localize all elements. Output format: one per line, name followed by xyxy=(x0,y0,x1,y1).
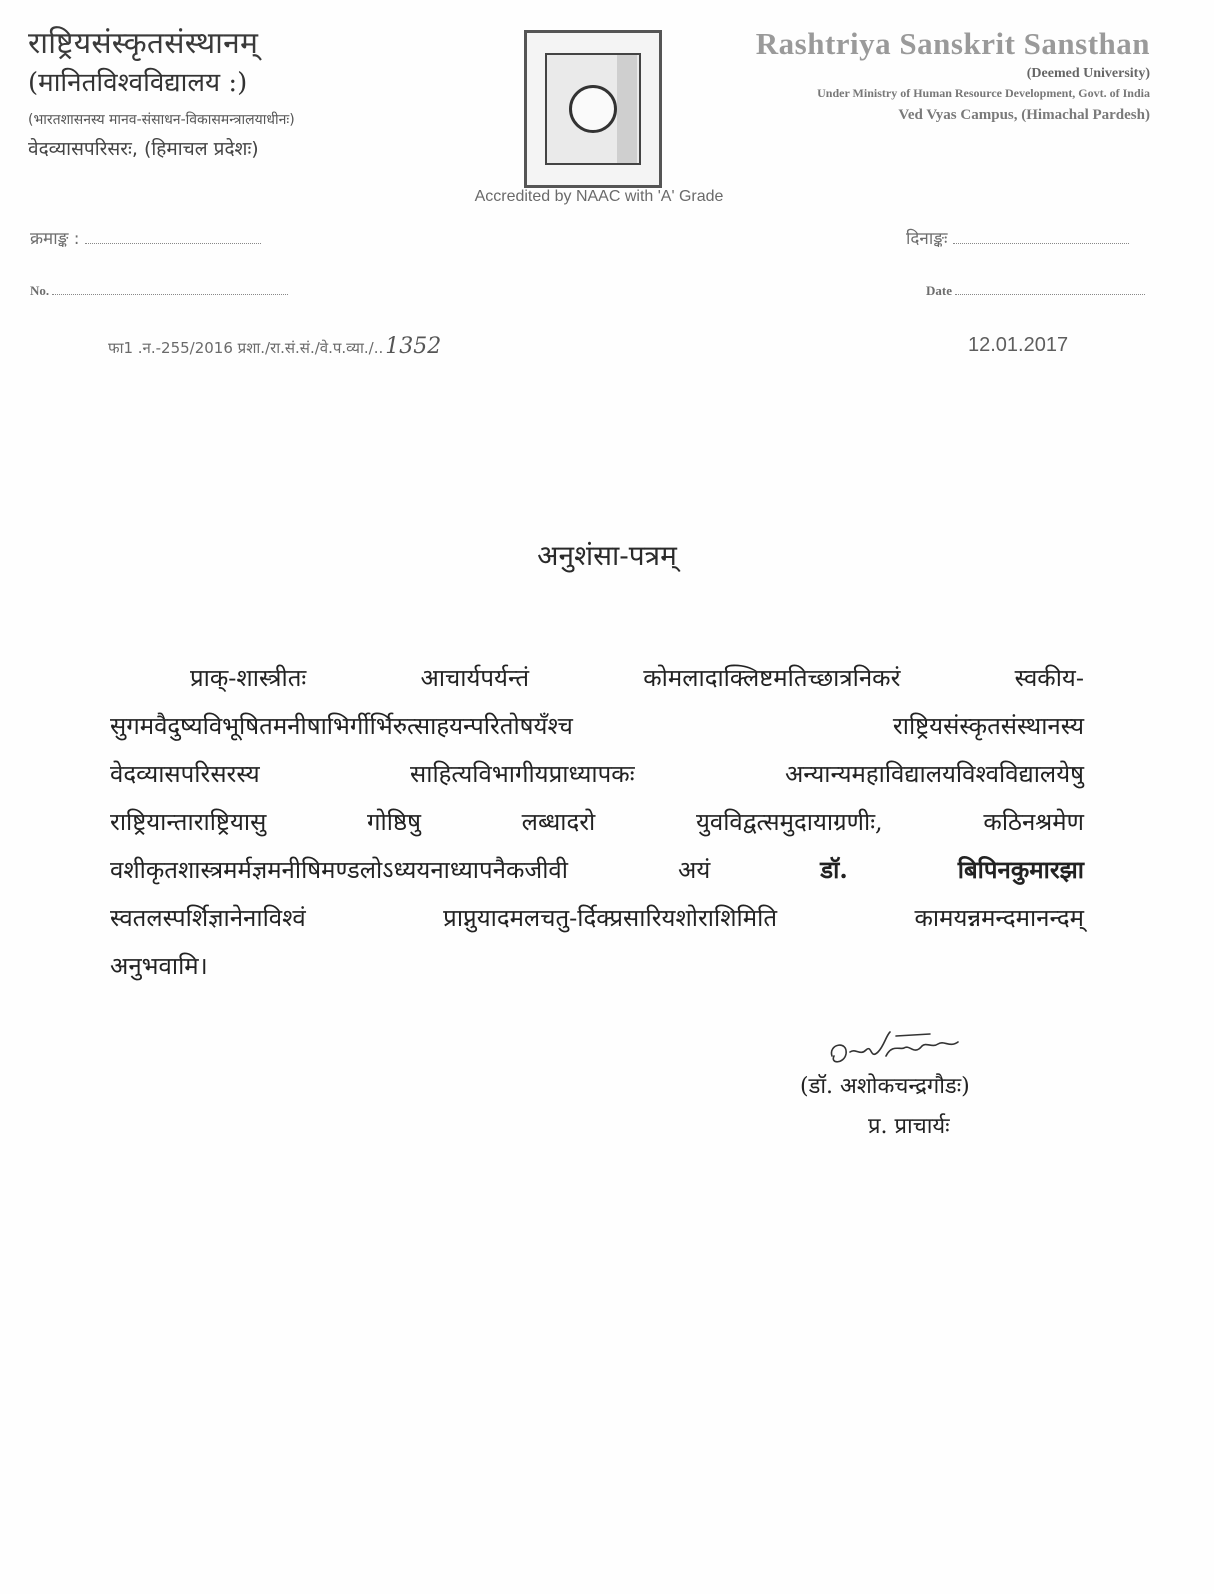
institute-status-english: (Deemed University) xyxy=(1026,66,1150,81)
logo-emblem-icon xyxy=(569,85,617,133)
logo-emblem-frame xyxy=(545,53,641,165)
dotted-line xyxy=(955,282,1145,295)
body-word: राष्ट्रियसंस्कृतसंस्थानस्य xyxy=(892,712,1084,740)
body-line xyxy=(110,702,1084,750)
institute-campus-english: Ved Vyas Campus, (Himachal Pardesh) xyxy=(898,107,1150,123)
institute-ministry-hindi: (भारतशासनस्य मानव-संसाधन-विकासमन्त्रालयाधीनः) xyxy=(28,112,295,128)
handwritten-number: 1352 xyxy=(385,334,442,359)
recommended-person-title: डॉ. xyxy=(820,855,848,884)
body-word: लब्धादरो xyxy=(521,808,596,836)
body-word: अन्यान्यमहाविद्यालयविश्वविद्यालयेषु xyxy=(784,760,1084,788)
english-date-field xyxy=(926,282,1145,299)
body-word: युवविद्वत्समुदायाग्रणीः, xyxy=(695,808,883,836)
body-word: कामयन्नमन्दमानन्दम् xyxy=(914,904,1084,932)
dotted-line xyxy=(953,231,1129,244)
body-line xyxy=(110,750,1084,798)
english-number-field xyxy=(30,282,288,299)
english-number-label: No. xyxy=(30,283,50,298)
body-line xyxy=(110,942,1084,990)
body-word: कोमलादाक्लिष्टमतिच्छात्रनिकरं xyxy=(643,664,901,692)
body-word: अनुभवामि। xyxy=(110,952,208,980)
institute-ministry-english: Under Ministry of Human Resource Development, Govt. of India xyxy=(817,86,1150,100)
institute-status-hindi: (मानितविश्वविद्यालय :) xyxy=(28,68,248,98)
body-line xyxy=(110,654,1084,702)
hindi-number-field xyxy=(30,226,261,249)
hindi-number-label: क्रमाङ्क : xyxy=(30,229,80,249)
hindi-date-label: दिनाङ्कः xyxy=(906,229,948,249)
institute-campus-hindi: वेदव्यासपरिसरः, (हिमाचल प्रदेशः) xyxy=(28,138,259,160)
body-line xyxy=(110,846,1084,894)
institute-name-english: Rashtriya Sanskrit Sansthan xyxy=(755,26,1150,61)
letter-date: 12.01.2017 xyxy=(968,334,1069,356)
dotted-line xyxy=(85,231,261,244)
dotted-line xyxy=(52,282,288,295)
body-line xyxy=(110,894,1084,942)
body-word: स्वकीय- xyxy=(1014,664,1084,692)
signatory-name: (डॉ. अशोकचन्द्रगौडः) xyxy=(800,1074,970,1099)
letterhead-hindi xyxy=(28,24,448,161)
body-word: गोष्ठिषु xyxy=(367,808,421,836)
letterhead-english xyxy=(630,26,1150,124)
institute-name-hindi: राष्ट्रियसंस्कृतसंस्थानम् xyxy=(28,26,259,61)
body-word: स्वतलस्पर्शिज्ञानेनाविश्वं xyxy=(110,904,306,932)
body-word: प्राप्नुयादमलचतु-र्दिक्प्रसारियशोराशिमिति xyxy=(443,904,778,932)
body-word: आचार्यपर्यन्तं xyxy=(420,664,530,692)
body-word: कठिनश्रमेण xyxy=(983,808,1084,836)
letter-title: अनुशंसा-पत्रम् xyxy=(537,539,677,572)
letter-body xyxy=(110,654,1084,990)
body-word: अयं xyxy=(678,856,711,884)
hindi-date-field xyxy=(906,226,1129,249)
body-word: सुगमवैदुष्यविभूषितमनीषाभिर्गीर्भिरुत्साहयन्परितोषयँश्च xyxy=(110,712,573,740)
recommended-person-name: बिपिनकुमारझा xyxy=(957,855,1084,884)
signatory-designation: प्र. प्राचार्यः xyxy=(868,1114,950,1139)
body-word: प्राक्-शास्त्रीतः xyxy=(190,664,307,692)
file-number xyxy=(108,334,441,359)
body-word: वेदव्यासपरिसरस्य xyxy=(110,760,260,788)
accreditation-text: Accredited by NAAC with 'A' Grade xyxy=(474,188,724,205)
body-word: राष्ट्रियान्ताराष्ट्रियासु xyxy=(110,808,267,836)
english-date-label: Date xyxy=(926,283,952,298)
body-line xyxy=(110,798,1084,846)
handwritten-signature xyxy=(826,1026,982,1072)
file-number-text: फा1 .न.-255/2016 प्रशा./रा.सं.सं./वे.प.व्या./.. xyxy=(108,339,384,357)
body-word: साहित्यविभागीयप्राध्यापकः xyxy=(410,760,635,788)
body-word: वशीकृतशास्त्रमर्मज्ञमनीषिमण्डलोऽध्ययनाध्यापनैकजीवी xyxy=(110,856,568,884)
